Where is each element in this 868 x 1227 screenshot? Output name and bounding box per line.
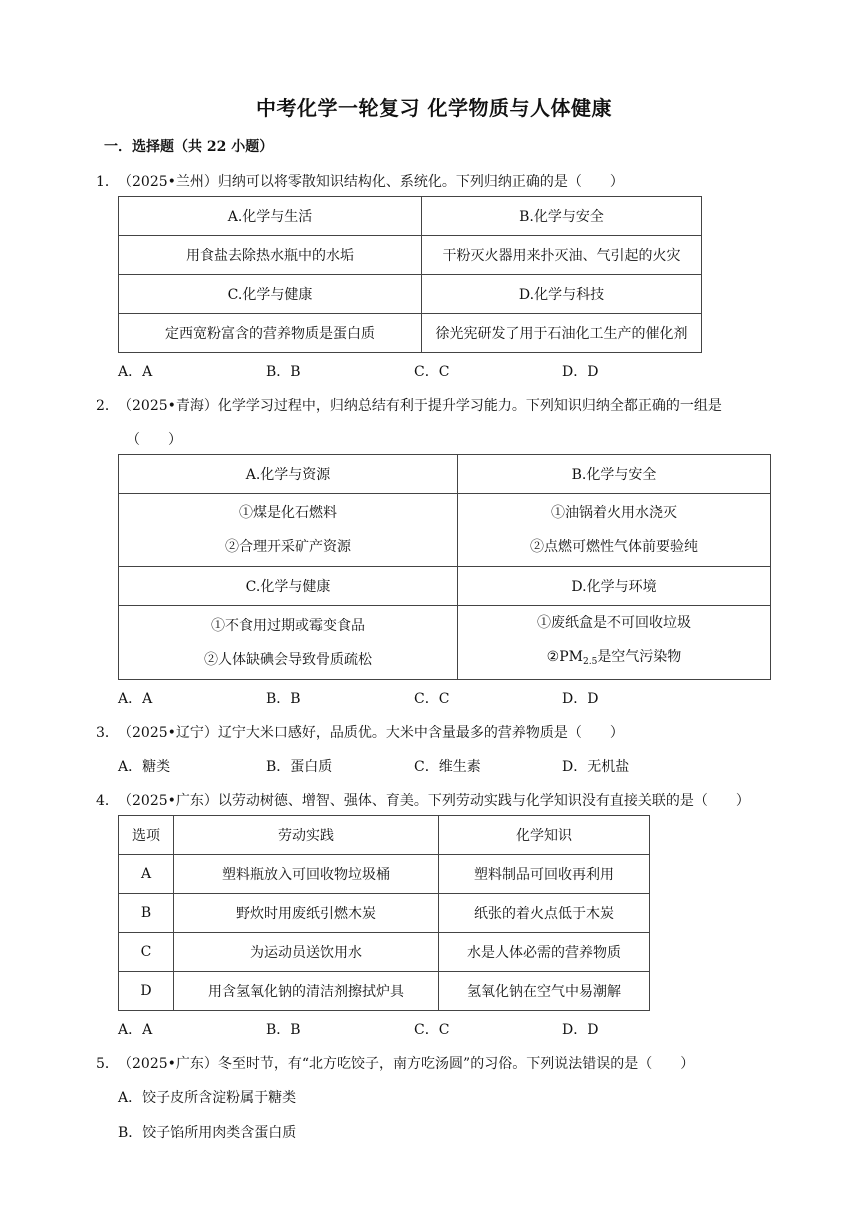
table-cell: 用含氢氧化钠的清洁剂擦拭炉具: [174, 972, 439, 1011]
table-header-cell: A.化学与资源: [119, 455, 458, 494]
table-cell: 定西宽粉富含的营养物质是蛋白质: [119, 314, 422, 353]
table-cell: 纸张的着火点低于木炭: [439, 894, 650, 933]
list-item: [464, 640, 764, 679]
table-cell: A: [119, 855, 174, 894]
table-cell: [119, 606, 458, 680]
option-c[interactable]: C．C: [414, 1022, 450, 1038]
table-header-cell: 劳动实践: [174, 816, 439, 855]
table-cell: 为运动员送饮用水: [174, 933, 439, 972]
question-stem: （2025•广东）冬至时节，有“北方吃饺子，南方吃汤圆”的习俗。下列说法错误的是（ ）: [118, 1056, 695, 1072]
q2-table: [118, 454, 771, 680]
table-header-cell: 化学知识: [439, 816, 650, 855]
option-d[interactable]: D．D: [562, 1022, 599, 1038]
table-row: [119, 972, 650, 1011]
question-stem: （2025•辽宁）辽宁大米口感好，品质优。大米中含量最多的营养物质是（ ）: [118, 725, 624, 741]
question-stem-continuation: （ ）: [126, 432, 182, 448]
question-5: [96, 1053, 694, 1073]
list-item: ①煤是化石燃料: [239, 505, 337, 521]
option-b[interactable]: B．蛋白质: [266, 759, 333, 775]
option-d[interactable]: D．D: [562, 691, 599, 707]
option-b[interactable]: B．B: [266, 364, 301, 380]
table-cell: B.化学与安全: [422, 197, 702, 236]
table-cell: 野炊时用废纸引燃木炭: [174, 894, 439, 933]
question-number: 4．: [96, 793, 119, 809]
table-cell: C.化学与健康: [119, 275, 422, 314]
table-cell: D.化学与科技: [422, 275, 702, 314]
table-header-cell: D.化学与环境: [458, 567, 771, 606]
question-stem: （2025•青海）化学学习过程中，归纳总结有利于提升学习能力。下列知识归纳全都正确的一组是: [118, 398, 722, 414]
list-item: ①废纸盒是不可回收垃圾: [537, 615, 691, 631]
question-1: [96, 171, 624, 191]
table-cell: 水是人体必需的营养物质: [439, 933, 650, 972]
option-a[interactable]: A．饺子皮所含淀粉属于糖类: [118, 1090, 297, 1106]
option-b[interactable]: B．B: [266, 691, 301, 707]
question-3: [96, 722, 624, 742]
pm-prefix: ②PM: [546, 649, 583, 665]
option-a[interactable]: A．A: [118, 1022, 153, 1038]
option-c[interactable]: C．C: [414, 364, 450, 380]
q3-options: [118, 756, 710, 776]
table-header-cell: B.化学与安全: [458, 455, 771, 494]
option-c[interactable]: C．C: [414, 691, 450, 707]
pm-suffix: 是空气污染物: [597, 649, 682, 665]
table-header-cell: C.化学与健康: [119, 567, 458, 606]
table-cell: 用食盐去除热水瓶中的水垢: [119, 236, 422, 275]
option-a[interactable]: A．糖类: [118, 759, 171, 775]
list-item: ②合理开采矿产资源: [225, 539, 351, 555]
table-cell: 干粉灭火器用来扑灭油、气引起的火灾: [422, 236, 702, 275]
table-cell: 徐光宪研发了用于石油化工生产的催化剂: [422, 314, 702, 353]
question-number: 3．: [96, 725, 119, 741]
question-4: [96, 790, 750, 810]
option-d[interactable]: D．无机盐: [562, 759, 630, 775]
list-item: ②点燃可燃性气体前要验纯: [530, 539, 698, 555]
table-cell: [119, 494, 458, 567]
table-cell: [458, 606, 771, 680]
q1-table: [118, 196, 702, 353]
table-cell: [458, 494, 771, 567]
option-c[interactable]: C．维生素: [414, 759, 481, 775]
option-d[interactable]: D．D: [562, 364, 599, 380]
question-number: 5．: [96, 1056, 119, 1072]
q4-table: [118, 815, 650, 1011]
section-heading: 一．选择题（共 22 小题）: [104, 139, 274, 155]
table-cell: A.化学与生活: [119, 197, 422, 236]
list-item: ①油锅着火用水浇灭: [551, 505, 677, 521]
table-row: [119, 855, 650, 894]
table-cell: D: [119, 972, 174, 1011]
table-row: [119, 933, 650, 972]
question-stem: （2025•兰州）归纳可以将零散知识结构化、系统化。下列归纳正确的是（ ）: [118, 174, 624, 190]
q2-options: [118, 688, 710, 708]
table-cell: B: [119, 894, 174, 933]
table-row: [119, 894, 650, 933]
q1-options: [118, 361, 710, 381]
table-header-cell: 选项: [119, 816, 174, 855]
table-cell: 氢氧化钠在空气中易潮解: [439, 972, 650, 1011]
table-cell: 塑料制品可回收再利用: [439, 855, 650, 894]
list-item: ②人体缺碘会导致骨质疏松: [204, 651, 372, 668]
option-b[interactable]: B．饺子馅所用肉类含蛋白质: [118, 1125, 297, 1141]
q4-options: [118, 1019, 710, 1039]
table-cell: C: [119, 933, 174, 972]
question-number: 2．: [96, 398, 119, 414]
pm-subscript: 2.5: [582, 657, 598, 667]
option-b[interactable]: B．B: [266, 1022, 301, 1038]
table-cell: 塑料瓶放入可回收物垃圾桶: [174, 855, 439, 894]
option-a[interactable]: A．A: [118, 691, 153, 707]
question-stem: （2025•广东）以劳动树德、增智、强体、育美。下列劳动实践与化学知识没有直接关联的是（ ）: [118, 793, 750, 809]
page-title: 中考化学一轮复习 化学物质与人体健康: [256, 96, 612, 120]
option-a[interactable]: A．A: [118, 364, 153, 380]
question-2: [96, 395, 722, 415]
question-number: 1．: [96, 174, 119, 190]
list-item: ①不食用过期或霉变食品: [211, 617, 365, 634]
